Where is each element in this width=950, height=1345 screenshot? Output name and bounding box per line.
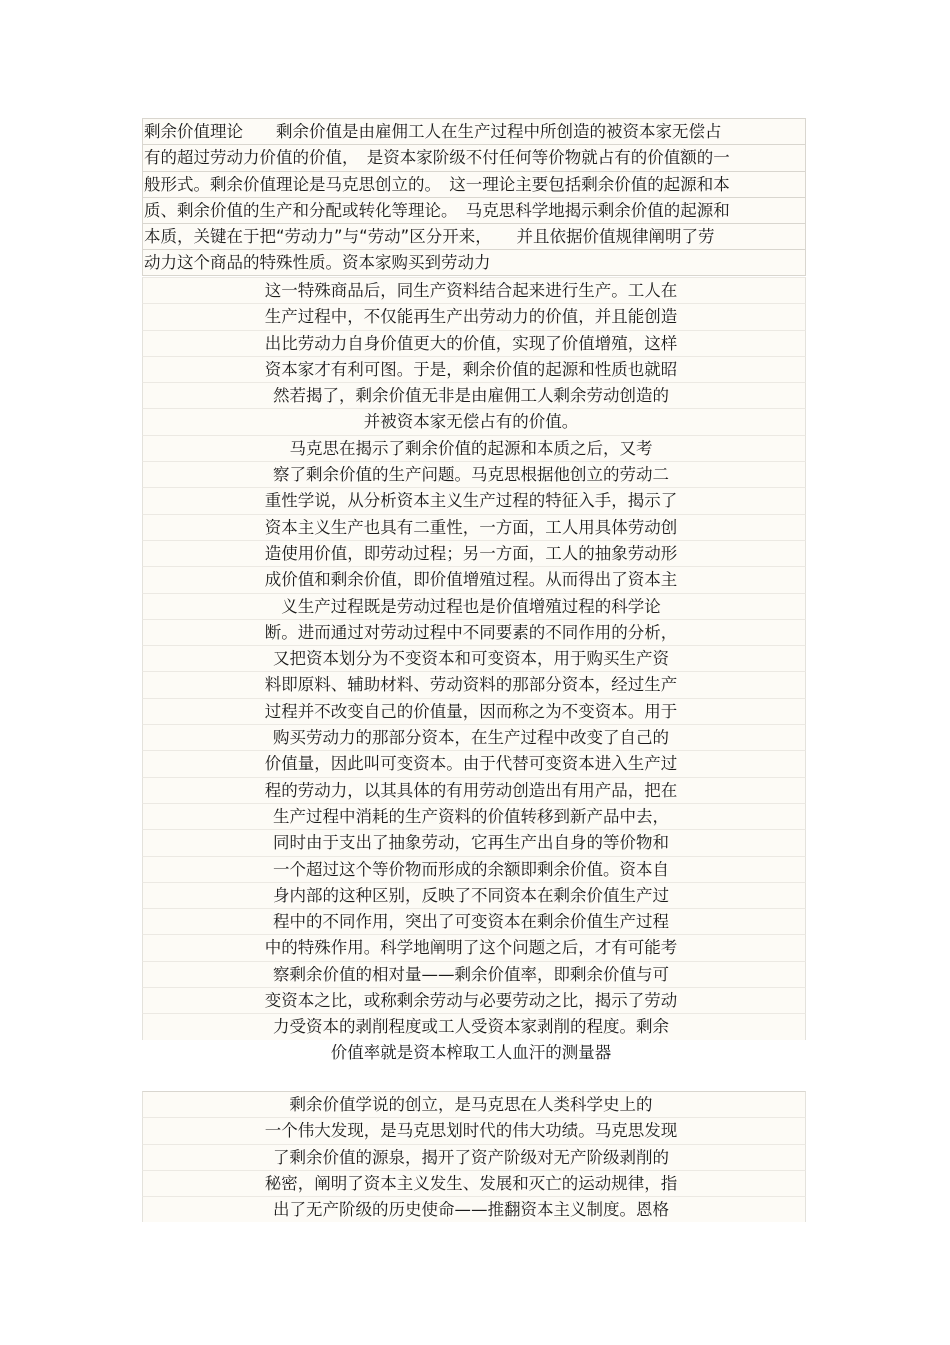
- text-line: 程的劳动力，以其具体的有用劳动创造出有用产品，把在: [142, 777, 806, 803]
- text-line: 有的超过劳动力价值的价值， 是资本家阶级不付任何等价物就占有的价值额的一: [142, 144, 806, 170]
- text-line: 资本主义生产也具有二重性，一方面，工人用具体劳动创: [142, 514, 806, 540]
- text-line: 中的特殊作用。科学地阐明了这个问题之后，才有可能考: [142, 934, 806, 960]
- text-line: 动力这个商品的特殊性质。资本家购买到劳动力: [142, 249, 806, 275]
- text-line: 生产过程中消耗的生产资料的价值转移到新产品中去，: [142, 803, 806, 829]
- text-line: 本质，关键在于把“劳动力”与“劳动”区分开来， 并且依据价值规律阐明了劳: [142, 223, 806, 249]
- text-line: 马克思在揭示了剩余价值的起源和本质之后，又考: [142, 435, 806, 461]
- body-paragraphs: [142, 277, 806, 1066]
- text-line: 程中的不同作用，突出了可变资本在剩余价值生产过程: [142, 908, 806, 934]
- text-line: 这一特殊商品后，同生产资料结合起来进行生产。工人在: [142, 277, 806, 303]
- text-line: 出比劳动力自身价值更大的价值，实现了价值增殖，这样: [142, 330, 806, 356]
- text-line: 察了剩余价值的生产问题。马克思根据他创立的劳动二: [142, 461, 806, 487]
- text-line: 价值量，因此叫可变资本。由于代替可变资本进入生产过: [142, 750, 806, 776]
- text-line: 身内部的这种区别，反映了不同资本在剩余价值生产过: [142, 882, 806, 908]
- text-line: 义生产过程既是劳动过程也是价值增殖过程的科学论: [142, 593, 806, 619]
- text-line: 力受资本的剥削程度或工人受资本家剥削的程度。剩余: [142, 1013, 806, 1039]
- text-line: 料即原料、辅助材料、劳动资料的那部分资本，经过生产: [142, 671, 806, 697]
- text-line: 成价值和剩余价值，即价值增殖过程。从而得出了资本主: [142, 566, 806, 592]
- text-line: 购买劳动力的那部分资本，在生产过程中改变了自己的: [142, 724, 806, 750]
- text-line: 造使用价值，即劳动过程；另一方面，工人的抽象劳动形: [142, 540, 806, 566]
- closing-paragraph: [142, 1091, 806, 1222]
- text-line: 然若揭了，剩余价值无非是由雇佣工人剩余劳动创造的: [142, 382, 806, 408]
- text-line: 质、剩余价值的生产和分配或转化等理论。 马克思科学地揭示剩余价值的起源和: [142, 197, 806, 223]
- text-line: 剩余价值学说的创立，是马克思在人类科学史上的: [142, 1091, 806, 1117]
- text-line: 秘密，阐明了资本主义发生、发展和灭亡的运动规律，指: [142, 1170, 806, 1196]
- text-line: 价值率就是资本榨取工人血汗的测量器: [330, 1042, 612, 1062]
- text-line: 变资本之比，或称剩余劳动与必要劳动之比，揭示了劳动: [142, 987, 806, 1013]
- text-line: 般形式。剩余价值理论是马克思创立的。 这一理论主要包括剩余价值的起源和本: [142, 171, 806, 197]
- text-line: 了剩余价值的源泉，揭开了资产阶级对无产阶级剥削的: [142, 1144, 806, 1170]
- text-line: 又把资本划分为不变资本和可变资本，用于购买生产资: [142, 645, 806, 671]
- text-line: 出了无产阶级的历史使命——推翻资本主义制度。恩格: [142, 1196, 806, 1222]
- text-line: 重性学说，从分析资本主义生产过程的特征入手，揭示了: [142, 487, 806, 513]
- text-line: 同时由于支出了抽象劳动，它再生产出自身的等价物和: [142, 829, 806, 855]
- intro-paragraph: [142, 118, 806, 276]
- text-line: 并被资本家无偿占有的价值。: [142, 408, 806, 434]
- text-line: 剩余价值理论 剩余价值是由雇佣工人在生产过程中所创造的被资本家无偿占: [142, 118, 806, 144]
- text-line: 过程并不改变自己的价值量，因而称之为不变资本。用于: [142, 698, 806, 724]
- text-line: 一个伟大发现，是马克思划时代的伟大功绩。马克思发现: [142, 1117, 806, 1143]
- text-line: 察剩余价值的相对量——剩余价值率，即剩余价值与可: [142, 961, 806, 987]
- text-line: 资本家才有利可图。于是，剩余价值的起源和性质也就昭: [142, 356, 806, 382]
- text-line: 一个超过这个等价物而形成的余额即剩余价值。资本自: [142, 856, 806, 882]
- text-line: 生产过程中，不仅能再生产出劳动力的价值，并且能创造: [142, 303, 806, 329]
- text-line: 断。进而通过对劳动过程中不同要素的不同作用的分析，: [142, 619, 806, 645]
